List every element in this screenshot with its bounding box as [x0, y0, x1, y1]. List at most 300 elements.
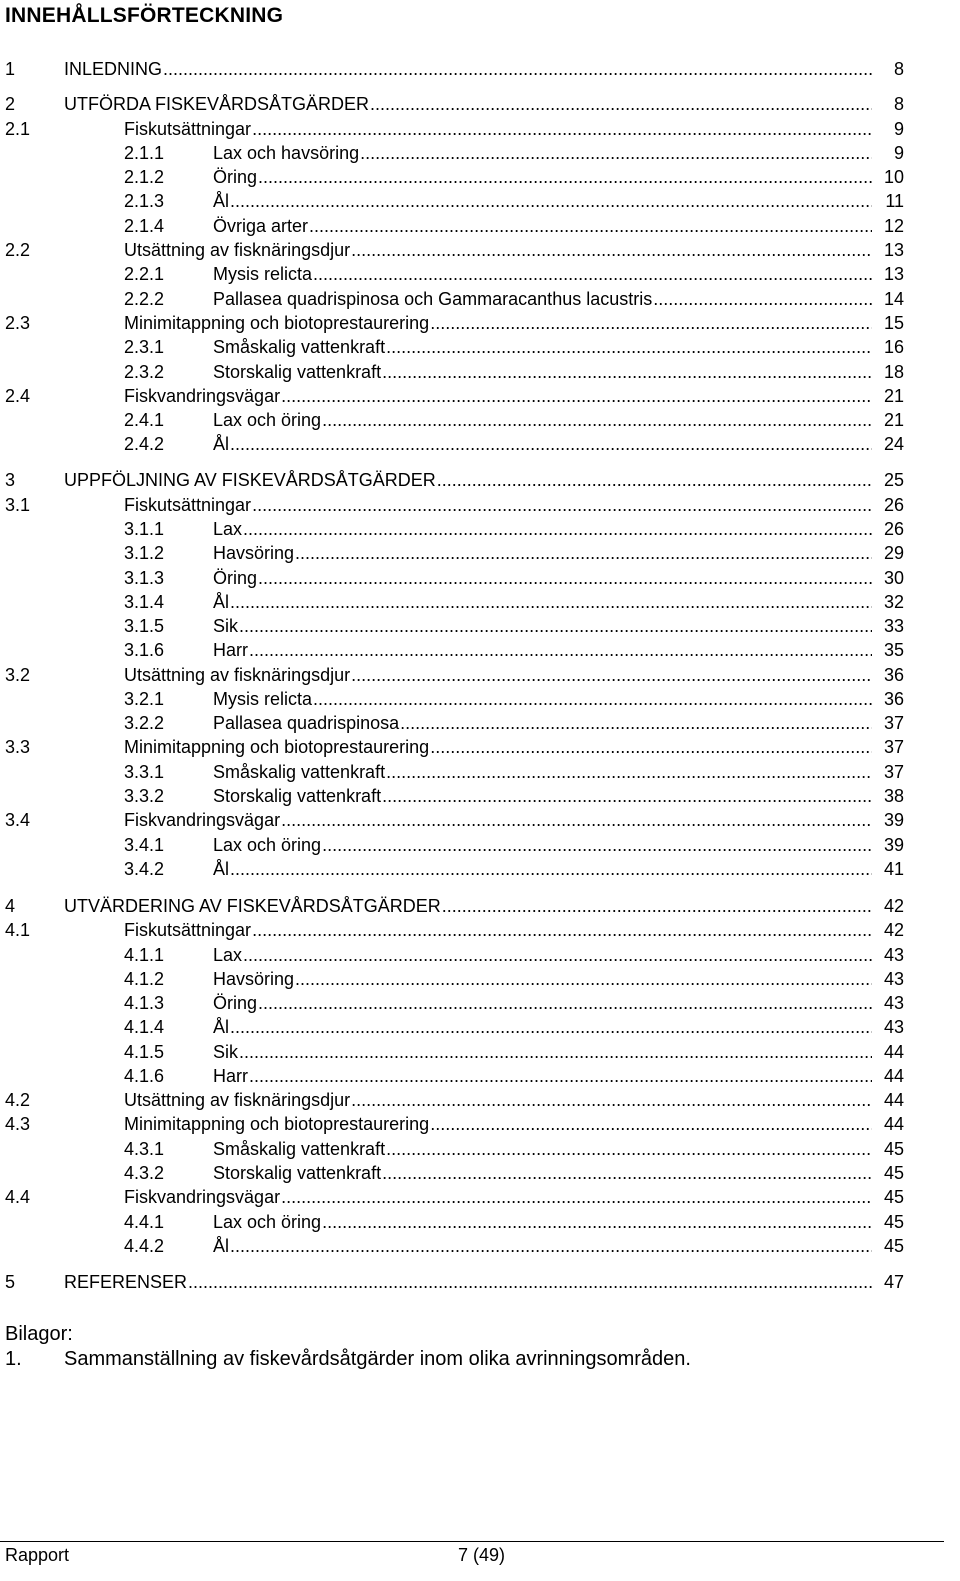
toc-entry-label: Småskalig vattenkraft	[213, 762, 386, 782]
toc-entry-label: Utsättning av fisknäringsdjur	[124, 1090, 351, 1110]
toc-entry[interactable]	[0, 468, 904, 492]
toc-entry-label: Ål	[213, 1236, 230, 1256]
toc-dot-leader	[430, 1112, 872, 1136]
toc-entry-label-line	[213, 711, 874, 735]
toc-entry-label-line	[124, 493, 874, 517]
toc-entry-label-line	[213, 857, 874, 881]
toc-entry[interactable]	[0, 566, 904, 590]
toc-entry-label-line	[213, 432, 874, 456]
toc-entry-number: 4.4	[5, 1187, 31, 1207]
toc-entry-label-line	[213, 541, 874, 565]
toc-entry-label: Pallasea quadrispinosa	[213, 713, 400, 733]
toc-entry-page: 36	[883, 665, 904, 685]
toc-entry-page: 33	[883, 616, 904, 636]
toc-entry-label-line	[213, 1234, 874, 1258]
toc-entry-number: 4.1.2	[124, 969, 165, 989]
toc-entry-number: 3.2.2	[124, 713, 165, 733]
toc-entry-label-line	[64, 57, 874, 81]
toc-dot-leader	[230, 1015, 872, 1039]
toc-entry-label: Småskalig vattenkraft	[213, 1139, 386, 1159]
toc-entry[interactable]	[0, 1088, 904, 1112]
toc-entry-label: Ål	[213, 434, 230, 454]
toc-entry-label-line	[64, 92, 874, 116]
toc-entry-label-line	[213, 614, 874, 638]
toc-entry-page: 25	[883, 470, 904, 490]
toc-entry-label-line	[213, 262, 874, 286]
toc-entry-number: 4.3.2	[124, 1163, 165, 1183]
toc-entry-page: 18	[883, 362, 904, 382]
toc-entry-label-line	[124, 1112, 874, 1136]
toc-dot-leader	[386, 760, 872, 784]
toc-entry[interactable]	[0, 493, 904, 517]
toc-entry-page: 44	[883, 1066, 904, 1086]
toc-entry-label-line	[213, 638, 874, 662]
toc-entry-page: 44	[883, 1090, 904, 1110]
footer-report-label: Rapport	[5, 1545, 70, 1565]
toc-entry[interactable]	[0, 117, 904, 141]
toc-dot-leader	[313, 687, 872, 711]
toc-entry[interactable]	[0, 711, 904, 735]
toc-entry[interactable]	[0, 1112, 904, 1136]
toc-entry-number: 3.4.1	[124, 835, 165, 855]
toc-entry-label: Ål	[213, 191, 230, 211]
toc-entry-number: 4.1.3	[124, 993, 165, 1013]
toc-entry-label: Minimitappning och biotoprestaurering	[124, 1114, 430, 1134]
toc-entry-label: Storskalig vattenkraft	[213, 1163, 382, 1183]
toc-entry-label: Harr	[213, 640, 248, 660]
toc-entry-page: 26	[883, 519, 904, 539]
toc-entry-label: Öring	[213, 167, 258, 187]
toc-dot-leader	[252, 493, 872, 517]
toc-dot-leader	[351, 1088, 872, 1112]
toc-entry[interactable]	[0, 1210, 904, 1234]
toc-entry-number: 2.1	[5, 119, 31, 139]
toc-entry-page: 9	[893, 143, 904, 163]
toc-dot-leader	[430, 311, 872, 335]
toc-dot-leader	[370, 92, 872, 116]
toc-entry-page: 8	[893, 59, 904, 79]
toc-entry-page: 37	[883, 762, 904, 782]
toc-entry-label: Lax och öring	[213, 835, 322, 855]
toc-entry-page: 37	[883, 737, 904, 757]
toc-dot-leader	[239, 1040, 872, 1064]
toc-entry-page: 44	[883, 1042, 904, 1062]
toc-entry[interactable]	[0, 833, 904, 857]
toc-dot-leader	[386, 1137, 872, 1161]
toc-entry[interactable]	[0, 1040, 904, 1064]
toc-entry[interactable]	[0, 189, 904, 213]
toc-dot-leader	[442, 894, 872, 918]
toc-entry-number: 3.1.4	[124, 592, 165, 612]
toc-entry-label-line	[213, 287, 874, 311]
toc-entry-number: 2	[5, 94, 16, 114]
toc-entry-page: 42	[883, 920, 904, 940]
toc-entry-number: 4.1.1	[124, 945, 165, 965]
toc-entry-label: Storskalig vattenkraft	[213, 362, 382, 382]
toc-entry-page: 32	[883, 592, 904, 612]
toc-dot-leader	[281, 808, 872, 832]
toc-entry[interactable]	[0, 541, 904, 565]
toc-entry-label: Storskalig vattenkraft	[213, 786, 382, 806]
toc-entry-label: Minimitappning och biotoprestaurering	[124, 313, 430, 333]
toc-entry-label-line	[213, 760, 874, 784]
toc-entry[interactable]	[0, 408, 904, 432]
toc-entry[interactable]	[0, 1185, 904, 1209]
footer-divider	[0, 1541, 944, 1542]
toc-entry-number: 2.1.2	[124, 167, 165, 187]
toc-entry-page: 42	[883, 896, 904, 916]
toc-entry-label-line	[213, 1210, 874, 1234]
toc-entry-label: Fiskvandringsvägar	[124, 1187, 281, 1207]
toc-entry[interactable]	[0, 590, 904, 614]
toc-dot-leader	[309, 214, 872, 238]
toc-dot-leader	[322, 408, 872, 432]
toc-entry-label: Fiskutsättningar	[124, 119, 252, 139]
toc-entry[interactable]	[0, 432, 904, 456]
toc-entry-page: 12	[883, 216, 904, 236]
toc-entry-page: 21	[883, 410, 904, 430]
toc-entry-label-line	[124, 311, 874, 335]
toc-entry-label: UTFÖRDA FISKEVÅRDSÅTGÄRDER	[64, 94, 370, 114]
toc-entry-number: 2.3.1	[124, 337, 165, 357]
toc-entry-label: Fiskvandringsvägar	[124, 386, 281, 406]
toc-entry-label-line	[213, 165, 874, 189]
toc-entry-page: 29	[883, 543, 904, 563]
toc-dot-leader	[382, 784, 872, 808]
toc-entry[interactable]	[0, 262, 904, 286]
toc-dot-leader	[188, 1270, 872, 1294]
toc-entry-label-line	[213, 1137, 874, 1161]
toc-entry-number: 3.2.1	[124, 689, 165, 709]
toc-entry-page: 16	[883, 337, 904, 357]
toc-entry-label: Pallasea quadrispinosa och Gammaracanthus lacustris	[213, 289, 653, 309]
toc-entry-number: 4.2	[5, 1090, 31, 1110]
toc-dot-leader	[400, 711, 872, 735]
toc-entry-page: 13	[883, 240, 904, 260]
toc-entry-page: 8	[893, 94, 904, 114]
toc-entry-label: Havsöring	[213, 543, 295, 563]
toc-entry-page: 45	[883, 1163, 904, 1183]
toc-entry-label: REFERENSER	[64, 1272, 188, 1292]
toc-entry-number: 3.3.1	[124, 762, 165, 782]
toc-entry-label-line	[213, 141, 874, 165]
toc-entry-label-line	[213, 1040, 874, 1064]
toc-entry-label-line	[124, 663, 874, 687]
toc-entry-label: Sik	[213, 616, 239, 636]
attachment-item	[5, 1348, 905, 1374]
toc-entry[interactable]	[0, 663, 904, 687]
toc-entry-number: 2.2.2	[124, 289, 165, 309]
toc-entry-page: 43	[883, 1017, 904, 1037]
toc-entry-number: 4.3	[5, 1114, 31, 1134]
toc-entry-page: 9	[893, 119, 904, 139]
toc-dot-leader	[252, 918, 872, 942]
toc-entry[interactable]	[0, 238, 904, 262]
toc-dot-leader	[437, 468, 872, 492]
toc-entry-label: Ål	[213, 859, 230, 879]
toc-entry-label: Lax och öring	[213, 1212, 322, 1232]
toc-dot-leader	[386, 335, 872, 359]
toc-entry-label-line	[213, 189, 874, 213]
toc-dot-leader	[230, 857, 872, 881]
toc-entry[interactable]	[0, 384, 904, 408]
toc-entry[interactable]	[0, 1234, 904, 1258]
toc-entry-number: 4	[5, 896, 16, 916]
toc-dot-leader	[281, 1185, 872, 1209]
toc-entry-label-line	[213, 590, 874, 614]
toc-entry-label: Lax	[213, 945, 243, 965]
toc-entry-label-line	[213, 943, 874, 967]
toc-entry[interactable]	[0, 311, 904, 335]
toc-entry-label-line	[213, 687, 874, 711]
toc-entry-number: 3.1	[5, 495, 31, 515]
attachments-heading: Bilagor:	[5, 1323, 73, 1345]
toc-entry-label-line	[213, 991, 874, 1015]
toc-entry-label: INLEDNING	[64, 59, 163, 79]
toc-entry-number: 4.1.5	[124, 1042, 165, 1062]
toc-entry[interactable]	[0, 165, 904, 189]
toc-entry-label: Havsöring	[213, 969, 295, 989]
toc-entry-label: Mysis relicta	[213, 689, 313, 709]
toc-entry-label-line	[124, 1185, 874, 1209]
toc-dot-leader	[230, 1234, 872, 1258]
toc-entry-label: Ål	[213, 1017, 230, 1037]
toc-entry[interactable]	[0, 360, 904, 384]
toc-entry-label: Ål	[213, 592, 230, 612]
toc-entry[interactable]	[0, 1137, 904, 1161]
toc-dot-leader	[351, 663, 872, 687]
toc-entry-label: Utsättning av fisknäringsdjur	[124, 240, 351, 260]
toc-entry-page: 15	[883, 313, 904, 333]
toc-entry-page: 11	[885, 191, 904, 211]
toc-entry[interactable]	[0, 857, 904, 881]
toc-entry-label-line	[64, 468, 874, 492]
toc-dot-leader	[295, 541, 872, 565]
toc-dot-leader	[252, 117, 872, 141]
toc-entry-number: 3.1.6	[124, 640, 165, 660]
toc-entry-number: 4.1.6	[124, 1066, 165, 1086]
toc-entry-number: 2.4	[5, 386, 31, 406]
attachment-number: 1.	[5, 1348, 22, 1370]
toc-entry-label-line	[124, 238, 874, 262]
toc-entry-label-line	[213, 833, 874, 857]
toc-dot-leader	[243, 517, 872, 541]
toc-entry[interactable]	[0, 967, 904, 991]
toc-entry-label-line	[213, 784, 874, 808]
toc-entry-page: 44	[883, 1114, 904, 1134]
toc-entry-label-line	[213, 566, 874, 590]
toc-entry-page: 45	[883, 1212, 904, 1232]
toc-entry-label: Lax och havsöring	[213, 143, 360, 163]
toc-entry-number: 3.4	[5, 810, 31, 830]
toc-entry-label-line	[124, 918, 874, 942]
toc-entry[interactable]	[0, 141, 904, 165]
toc-dot-leader	[230, 189, 872, 213]
toc-entry-label: Fiskutsättningar	[124, 495, 252, 515]
toc-entry-page: 30	[883, 568, 904, 588]
toc-entry-label-line	[124, 384, 874, 408]
toc-dot-leader	[258, 165, 872, 189]
toc-entry-label-line	[124, 808, 874, 832]
toc-dot-leader	[322, 833, 872, 857]
toc-entry-page: 38	[883, 786, 904, 806]
toc-entry-page: 26	[883, 495, 904, 515]
toc-entry-page: 45	[883, 1187, 904, 1207]
toc-entry-number: 3.3	[5, 737, 31, 757]
toc-entry-page: 45	[883, 1139, 904, 1159]
toc-entry-number: 2.3.2	[124, 362, 165, 382]
toc-entry-label-line	[64, 1270, 874, 1294]
toc-entry-label-line	[213, 214, 874, 238]
toc-dot-leader	[249, 638, 872, 662]
toc-dot-leader	[295, 967, 872, 991]
toc-entry[interactable]	[0, 214, 904, 238]
toc-entry-number: 3.1.1	[124, 519, 165, 539]
toc-entry-label: Fiskvandringsvägar	[124, 810, 281, 830]
toc-entry-number: 4.1.4	[124, 1017, 165, 1037]
toc-dot-leader	[249, 1064, 872, 1088]
toc-dot-leader	[243, 943, 872, 967]
toc-entry[interactable]	[0, 943, 904, 967]
toc-dot-leader	[313, 262, 872, 286]
toc-entry-number: 3.2	[5, 665, 31, 685]
toc-entry-label-line	[213, 1064, 874, 1088]
toc-entry-number: 2.3	[5, 313, 31, 333]
toc-entry-page: 39	[883, 835, 904, 855]
toc-entry-label: Lax och öring	[213, 410, 322, 430]
toc-entry-number: 2.2	[5, 240, 31, 260]
toc-entry-page: 37	[883, 713, 904, 733]
toc-entry-label-line	[213, 967, 874, 991]
toc-dot-leader	[258, 991, 872, 1015]
toc-entry[interactable]	[0, 784, 904, 808]
toc-entry[interactable]	[0, 894, 904, 918]
toc-entry-number: 3	[5, 470, 16, 490]
toc-entry-number: 4.4.2	[124, 1236, 165, 1256]
footer-page-number: 7 (49)	[458, 1545, 506, 1565]
toc-entry-page: 47	[883, 1272, 904, 1292]
toc-entry-label-line	[213, 360, 874, 384]
toc-entry-page: 39	[883, 810, 904, 830]
toc-dot-leader	[360, 141, 872, 165]
toc-entry-label-line	[213, 517, 874, 541]
toc-entry-number: 4.1	[5, 920, 31, 940]
toc-dot-leader	[239, 614, 872, 638]
toc-entry[interactable]	[0, 335, 904, 359]
toc-entry[interactable]	[0, 517, 904, 541]
toc-heading: INNEHÅLLSFÖRTECKNING	[5, 4, 284, 27]
toc-dot-leader	[230, 590, 872, 614]
toc-entry-number: 3.1.2	[124, 543, 165, 563]
toc-entry[interactable]	[0, 1161, 904, 1185]
toc-dot-leader	[382, 360, 872, 384]
toc-dot-leader	[653, 287, 872, 311]
toc-entry-label: UPPFÖLJNING AV FISKEVÅRDSÅTGÄRDER	[64, 470, 436, 490]
toc-entry[interactable]	[0, 735, 904, 759]
toc-entry-label: Småskalig vattenkraft	[213, 337, 386, 357]
toc-entry-page: 43	[883, 969, 904, 989]
toc-entry-label-line	[213, 335, 874, 359]
toc-entry[interactable]	[0, 92, 904, 116]
toc-entry-page: 10	[883, 167, 904, 187]
toc-dot-leader	[258, 566, 872, 590]
toc-entry-label-line	[124, 1088, 874, 1112]
toc-entry-label: Minimitappning och biotoprestaurering	[124, 737, 430, 757]
toc-entry-label: Fiskutsättningar	[124, 920, 252, 940]
toc-entry-label: Harr	[213, 1066, 248, 1086]
attachment-text: Sammanställning av fiskevårdsåtgärder inom olika avrinningsområden.	[64, 1348, 691, 1370]
toc-entry[interactable]	[0, 760, 904, 784]
toc-entry-page: 14	[883, 289, 904, 309]
toc-entry-label: Öring	[213, 568, 258, 588]
toc-dot-leader	[351, 238, 872, 262]
toc-dot-leader	[382, 1161, 872, 1185]
toc-entry-number: 3.3.2	[124, 786, 165, 806]
toc-entry-label: Övriga arter	[213, 216, 309, 236]
toc-dot-leader	[322, 1210, 872, 1234]
toc-entry-label-line	[124, 117, 874, 141]
toc-entry[interactable]	[0, 638, 904, 662]
toc-dot-leader	[230, 432, 872, 456]
toc-entry-page: 45	[883, 1236, 904, 1256]
toc-entry[interactable]	[0, 57, 904, 81]
toc-entry-number: 3.1.5	[124, 616, 165, 636]
toc-entry-page: 35	[883, 640, 904, 660]
toc-entry-number: 1	[5, 59, 16, 79]
toc-entry-number: 2.4.2	[124, 434, 165, 454]
toc-entry-number: 4.4.1	[124, 1212, 165, 1232]
toc-entry-page: 43	[883, 945, 904, 965]
toc-entry-label: Utsättning av fisknäringsdjur	[124, 665, 351, 685]
toc-entry-label: Mysis relicta	[213, 264, 313, 284]
toc-entry-page: 21	[883, 386, 904, 406]
toc-entry-label: UTVÄRDERING AV FISKEVÅRDSÅTGÄRDER	[64, 896, 441, 916]
toc-entry-page: 36	[883, 689, 904, 709]
toc-entry-number: 3.1.3	[124, 568, 165, 588]
toc-entry[interactable]	[0, 991, 904, 1015]
toc-entry[interactable]	[0, 1015, 904, 1039]
toc-entry-page: 41	[883, 859, 904, 879]
toc-entry-label-line	[124, 735, 874, 759]
toc-entry[interactable]	[0, 1064, 904, 1088]
toc-entry-label: Sik	[213, 1042, 239, 1062]
toc-entry[interactable]	[0, 918, 904, 942]
toc-entry-number: 2.1.4	[124, 216, 165, 236]
toc-entry[interactable]	[0, 614, 904, 638]
toc-entry[interactable]	[0, 808, 904, 832]
toc-entry-label-line	[213, 1161, 874, 1185]
toc-entry-number: 3.4.2	[124, 859, 165, 879]
toc-entry-number: 4.3.1	[124, 1139, 165, 1159]
toc-entry-page: 43	[883, 993, 904, 1013]
toc-entry-number: 2.4.1	[124, 410, 165, 430]
toc-entry-label-line	[64, 894, 874, 918]
toc-entry-label: Lax	[213, 519, 243, 539]
toc-dot-leader	[281, 384, 872, 408]
toc-entry[interactable]	[0, 287, 904, 311]
toc-entry-page: 24	[883, 434, 904, 454]
toc-entry-label-line	[213, 1015, 874, 1039]
toc-entry-number: 2.1.1	[124, 143, 165, 163]
toc-entry[interactable]	[0, 1270, 904, 1294]
toc-entry-number: 5	[5, 1272, 16, 1292]
toc-entry[interactable]	[0, 687, 904, 711]
toc-entry-label-line	[213, 408, 874, 432]
toc-dot-leader	[163, 57, 872, 81]
toc-entry-page: 13	[883, 264, 904, 284]
toc-entry-number: 2.1.3	[124, 191, 165, 211]
toc-entry-number: 2.2.1	[124, 264, 165, 284]
